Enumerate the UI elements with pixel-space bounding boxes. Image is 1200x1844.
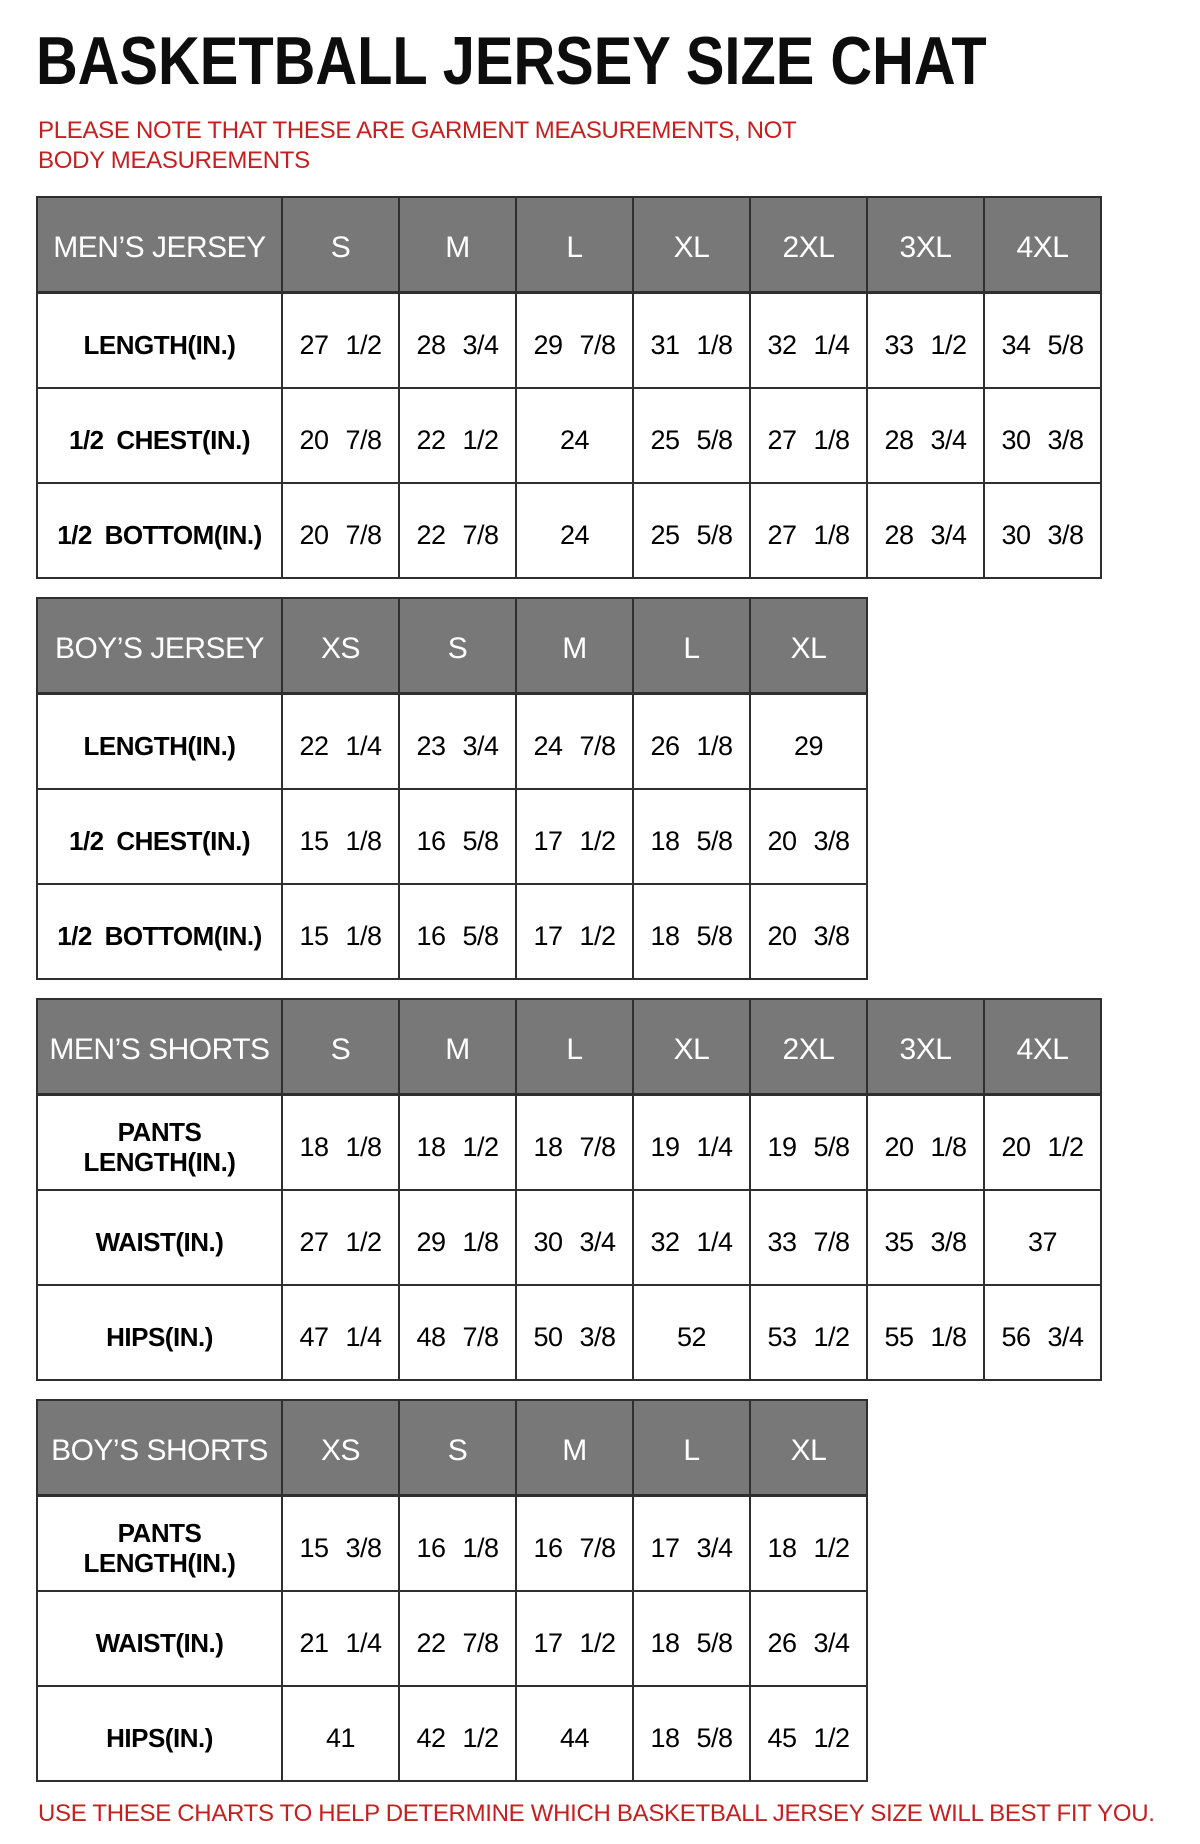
size-value-cell: 15 1/8 [282,884,399,979]
size-value-cell: 33 7/8 [750,1190,867,1285]
row-label: PANTS LENGTH(IN.) [37,1496,282,1592]
garment-measurement-note: PLEASE NOTE THAT THESE ARE GARMENT MEASUREMENTS, NOT BODY MEASUREMENTS [38,117,796,174]
size-column-header: XS [282,598,399,694]
header-row [37,999,1101,1095]
size-value-cell: 34 5/8 [984,293,1101,389]
header-row [37,598,867,694]
size-value-cell: 16 5/8 [399,884,516,979]
size-value-cell: 21 1/4 [282,1591,399,1686]
size-value-cell: 31 1/8 [633,293,750,389]
size-column-header: 2XL [750,999,867,1095]
size-value-cell: 15 1/8 [282,789,399,884]
size-value-cell: 18 1/2 [750,1496,867,1592]
size-value-cell: 20 7/8 [282,483,399,578]
size-column-header: XL [633,197,750,293]
measurement-row [37,1591,867,1686]
size-value-cell: 41 [282,1686,399,1781]
size-value-cell: 50 3/8 [516,1285,633,1380]
row-label: WAIST(IN.) [37,1190,282,1285]
size-value-cell: 20 7/8 [282,388,399,483]
size-value-cell: 45 1/2 [750,1686,867,1781]
table-title-cell: MEN’S JERSEY [37,197,282,293]
size-value-cell: 18 5/8 [633,884,750,979]
size-column-header: XL [750,1400,867,1496]
measurement-row [37,1686,867,1781]
size-table-mens-shorts [36,998,1102,1381]
size-value-cell: 18 5/8 [633,789,750,884]
size-value-cell: 22 1/2 [399,388,516,483]
footer-note: USE THESE CHARTS TO HELP DETERMINE WHICH BASKETBALL JERSEY SIZE WILL BEST FIT YOU. [38,1800,1155,1827]
size-value-cell: 32 1/4 [633,1190,750,1285]
size-value-cell: 20 1/8 [867,1095,984,1191]
size-value-cell: 35 3/8 [867,1190,984,1285]
size-value-cell: 22 1/4 [282,694,399,790]
measurement-row [37,884,867,979]
size-value-cell: 23 3/4 [399,694,516,790]
header-row [37,1400,867,1496]
size-value-cell: 27 1/8 [750,388,867,483]
size-column-header: L [516,999,633,1095]
size-column-header: L [516,197,633,293]
row-label: LENGTH(IN.) [37,694,282,790]
size-value-cell: 53 1/2 [750,1285,867,1380]
size-value-cell: 20 3/8 [750,884,867,979]
size-tables [36,196,1170,1782]
size-value-cell: 16 1/8 [399,1496,516,1592]
size-table-boys-jersey [36,597,868,980]
size-value-cell: 16 5/8 [399,789,516,884]
size-value-cell: 30 3/4 [516,1190,633,1285]
size-value-cell: 18 1/2 [399,1095,516,1191]
measurement-row [37,483,1101,578]
size-value-cell: 18 5/8 [633,1591,750,1686]
size-column-header: S [399,598,516,694]
size-column-header: M [516,1400,633,1496]
size-value-cell: 25 5/8 [633,388,750,483]
size-value-cell: 26 3/4 [750,1591,867,1686]
size-value-cell: 24 7/8 [516,694,633,790]
measurement-row [37,388,1101,483]
size-value-cell: 27 1/2 [282,1190,399,1285]
table-title-cell: BOY’S SHORTS [37,1400,282,1496]
size-column-header: XL [750,598,867,694]
size-value-cell: 20 1/2 [984,1095,1101,1191]
size-value-cell: 28 3/4 [867,483,984,578]
header-row [37,197,1101,293]
table-title-cell: BOY’S JERSEY [37,598,282,694]
size-value-cell: 29 [750,694,867,790]
size-value-cell: 42 1/2 [399,1686,516,1781]
size-value-cell: 55 1/8 [867,1285,984,1380]
size-value-cell: 24 [516,388,633,483]
size-column-header: 2XL [750,197,867,293]
size-value-cell: 27 1/8 [750,483,867,578]
size-value-cell: 17 1/2 [516,1591,633,1686]
size-value-cell: 37 [984,1190,1101,1285]
size-column-header: XS [282,1400,399,1496]
size-value-cell: 17 1/2 [516,789,633,884]
size-value-cell: 52 [633,1285,750,1380]
row-label: 1/2 BOTTOM(IN.) [37,884,282,979]
measurement-row [37,293,1101,389]
size-column-header: M [399,197,516,293]
size-value-cell: 30 3/8 [984,483,1101,578]
measurement-row [37,694,867,790]
size-value-cell: 18 1/8 [282,1095,399,1191]
size-value-cell: 19 1/4 [633,1095,750,1191]
size-column-header: S [282,999,399,1095]
size-value-cell: 30 3/8 [984,388,1101,483]
size-value-cell: 48 7/8 [399,1285,516,1380]
row-label: LENGTH(IN.) [37,293,282,389]
size-value-cell: 17 1/2 [516,884,633,979]
table-title-cell: MEN’S SHORTS [37,999,282,1095]
size-column-header: M [399,999,516,1095]
measurement-row [37,1190,1101,1285]
row-label: HIPS(IN.) [37,1285,282,1380]
size-column-header: M [516,598,633,694]
size-value-cell: 22 7/8 [399,483,516,578]
size-value-cell: 28 3/4 [867,388,984,483]
size-table-mens-jersey [36,196,1102,579]
size-value-cell: 25 5/8 [633,483,750,578]
size-column-header: 3XL [867,197,984,293]
size-column-header: L [633,1400,750,1496]
size-value-cell: 19 5/8 [750,1095,867,1191]
size-value-cell: 18 7/8 [516,1095,633,1191]
row-label: 1/2 CHEST(IN.) [37,388,282,483]
size-value-cell: 17 3/4 [633,1496,750,1592]
size-value-cell: 26 1/8 [633,694,750,790]
measurement-row [37,1095,1101,1191]
size-value-cell: 29 1/8 [399,1190,516,1285]
size-value-cell: 22 7/8 [399,1591,516,1686]
size-value-cell: 20 3/8 [750,789,867,884]
size-value-cell: 56 3/4 [984,1285,1101,1380]
size-value-cell: 16 7/8 [516,1496,633,1592]
size-table-boys-shorts [36,1399,868,1782]
size-column-header: S [282,197,399,293]
measurement-row [37,789,867,884]
size-value-cell: 32 1/4 [750,293,867,389]
size-value-cell: 18 5/8 [633,1686,750,1781]
measurement-row [37,1496,867,1592]
size-column-header: S [399,1400,516,1496]
size-value-cell: 28 3/4 [399,293,516,389]
size-column-header: L [633,598,750,694]
size-value-cell: 33 1/2 [867,293,984,389]
size-value-cell: 24 [516,483,633,578]
size-column-header: 3XL [867,999,984,1095]
size-value-cell: 47 1/4 [282,1285,399,1380]
size-column-header: 4XL [984,197,1101,293]
row-label: 1/2 CHEST(IN.) [37,789,282,884]
row-label: 1/2 BOTTOM(IN.) [37,483,282,578]
size-value-cell: 29 7/8 [516,293,633,389]
row-label: HIPS(IN.) [37,1686,282,1781]
row-label: WAIST(IN.) [37,1591,282,1686]
size-value-cell: 27 1/2 [282,293,399,389]
size-column-header: XL [633,999,750,1095]
measurement-row [37,1285,1101,1380]
size-value-cell: 15 3/8 [282,1496,399,1592]
size-value-cell: 44 [516,1686,633,1781]
page-title: BASKETBALL JERSEY SIZE CHAT [36,23,987,99]
row-label: PANTS LENGTH(IN.) [37,1095,282,1191]
size-column-header: 4XL [984,999,1101,1095]
